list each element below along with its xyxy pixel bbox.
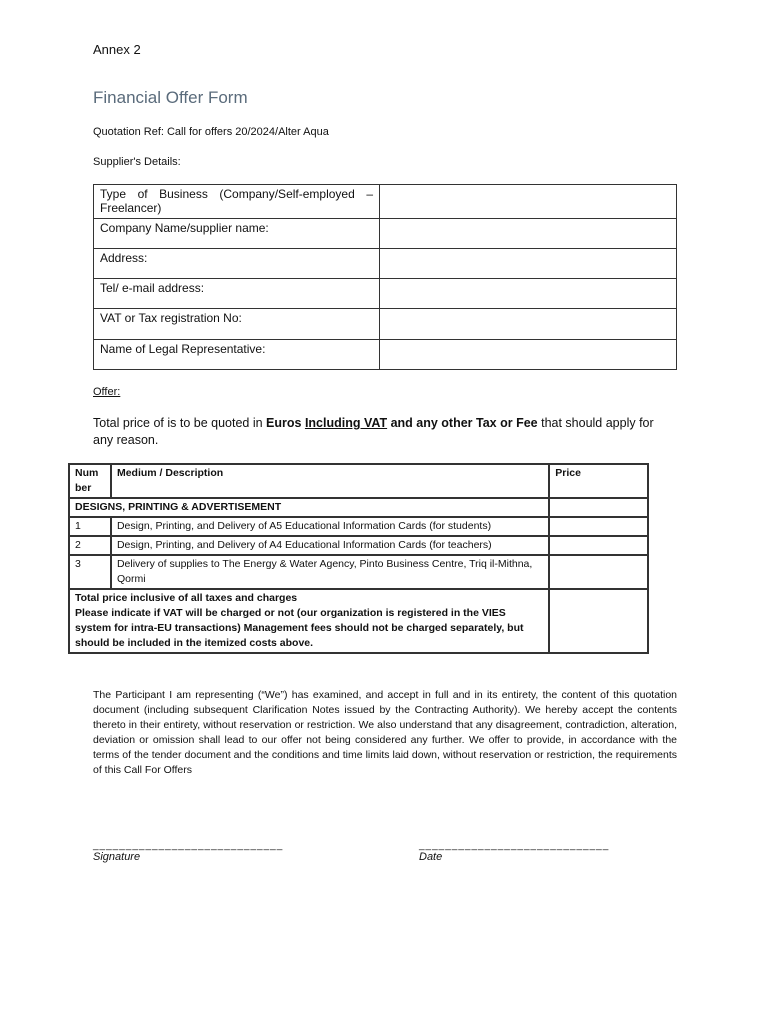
offer-label: Offer:: [93, 386, 121, 398]
total-heading: Total price inclusive of all taxes and charges: [75, 592, 298, 604]
offer-text: that should apply for any reason.: [93, 416, 654, 447]
offer-emphasis-underlined: Including VAT: [304, 416, 388, 430]
quotation-ref: Quotation Ref: Call for offers 20/2024/Alter Aqua: [93, 126, 329, 138]
supplier-label: VAT or Tax registration No:: [94, 309, 380, 340]
table-row: [69, 555, 648, 589]
item-description: Delivery of supplies to The Energy & Water Agency, Pinto Business Centre, Triq il-Mithna, Qormi: [111, 555, 549, 589]
supplier-row-address: [94, 249, 677, 279]
item-description: Design, Printing, and Delivery of A4 Educational Information Cards (for teachers): [111, 536, 549, 555]
signature-line[interactable]: _____________________________: [93, 840, 284, 851]
annex-label: Annex 2: [93, 42, 141, 57]
total-row: [69, 589, 648, 653]
section-price-cell: [549, 498, 648, 517]
suppliers-details-label: Supplier's Details:: [93, 156, 181, 168]
item-price-field[interactable]: [549, 555, 648, 589]
table-header-row: [69, 464, 648, 498]
supplier-row-company-name: [94, 219, 677, 249]
offer-text: Total price of is to be quoted in: [93, 416, 267, 430]
supplier-label-line: Freelancer): [100, 201, 162, 215]
supplier-value-field[interactable]: [380, 219, 677, 249]
supplier-label-line: Type of Business (Company/Self-employed –: [100, 187, 373, 201]
supplier-label: Company Name/supplier name:: [94, 219, 380, 249]
item-description: Design, Printing, and Delivery of A5 Educational Information Cards (for students): [111, 517, 549, 536]
column-header-price: Price: [549, 464, 648, 498]
supplier-row-legal-rep: [94, 340, 677, 370]
supplier-value-field[interactable]: [380, 185, 677, 219]
supplier-row-contact: [94, 279, 677, 309]
date-label: Date: [419, 851, 443, 863]
supplier-label: [94, 185, 380, 219]
column-header-description: Medium / Description: [111, 464, 549, 498]
item-price-field[interactable]: [549, 536, 648, 555]
item-number: 2: [69, 536, 111, 555]
supplier-value-field[interactable]: [380, 309, 677, 340]
supplier-label: Tel/ e-mail address:: [94, 279, 380, 309]
table-row: [69, 517, 648, 536]
supplier-label: Name of Legal Representative:: [94, 340, 380, 370]
declaration-paragraph: The Participant I am representing (“We”) has examined, and accept in full and in its entirety, the content of this quotation document (including subsequent Clarification Notes issued by the Contracting Authority). We hereby accept the contents thereto in their entirety, without reservation or restriction. We also understand that any disagreement, contradiction, alteration, deviation or omission shall lead to our offer not being considered any further. We offer to provide, in accordance with the terms of the tender document and the conditions and time limits laid down, without reservation or restriction, the requirements of this Call For Offers: [93, 689, 677, 776]
total-description: [69, 589, 549, 653]
section-row: [69, 498, 648, 517]
signature-label: Signature: [93, 851, 141, 863]
total-price-field[interactable]: [549, 589, 648, 653]
item-number: 3: [69, 555, 111, 589]
column-header-number: Num ber: [69, 464, 111, 498]
supplier-row-business-type: [94, 185, 677, 219]
price-items-table: [68, 463, 649, 654]
supplier-details-table: [93, 184, 677, 370]
offer-emphasis: and any other Tax or Fee: [387, 416, 538, 430]
form-title: Financial Offer Form: [93, 88, 248, 107]
date-line[interactable]: _____________________________: [419, 840, 610, 851]
vat-instruction: Please indicate if VAT will be charged or not (our organization is registered in the VIES system for intra-EU transactions) Management fees should not be charged separately, but should be included in the itemized costs above.: [75, 607, 524, 649]
section-heading: DESIGNS, PRINTING & ADVERTISEMENT: [69, 498, 549, 517]
supplier-row-vat: [94, 309, 677, 340]
supplier-label: Address:: [94, 249, 380, 279]
item-price-field[interactable]: [549, 517, 648, 536]
offer-emphasis: Euros: [266, 416, 305, 430]
item-number: 1: [69, 517, 111, 536]
supplier-value-field[interactable]: [380, 249, 677, 279]
supplier-value-field[interactable]: [380, 279, 677, 309]
supplier-value-field[interactable]: [380, 340, 677, 370]
table-row: [69, 536, 648, 555]
offer-instructions: [93, 415, 677, 449]
